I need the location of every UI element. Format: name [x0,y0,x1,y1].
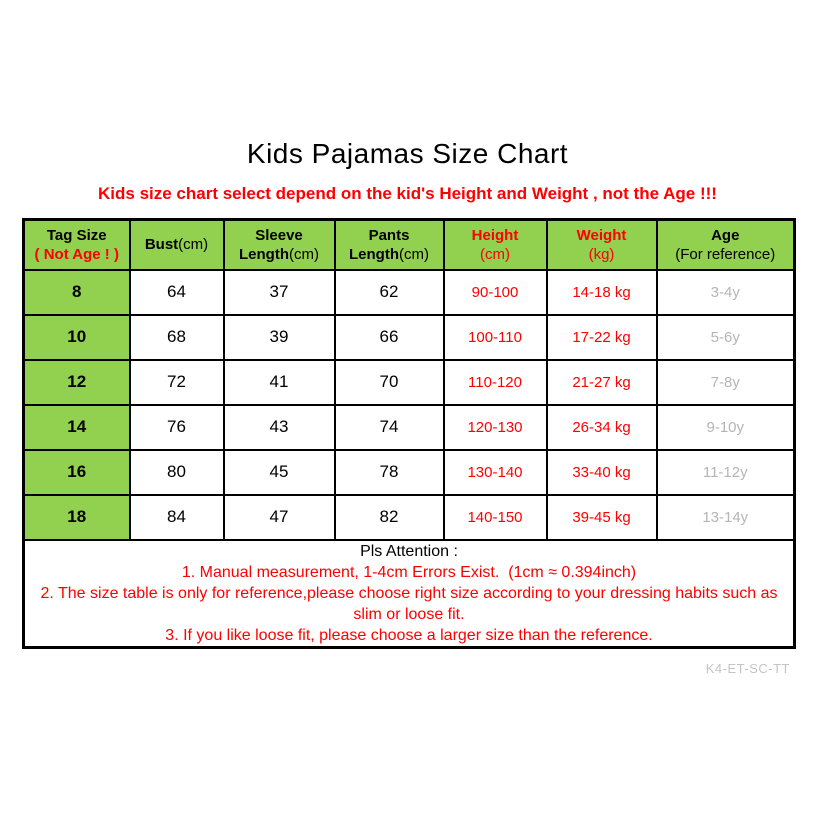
cell-height: 120-130 [444,405,547,450]
cell-height: 100-110 [444,315,547,360]
cell-age: 5-6y [657,315,795,360]
table-header-row [24,220,795,270]
col-header-sleeve-length: Sleeve Length(cm) [224,220,335,270]
cell-weight: 39-45 kg [547,495,657,540]
table-row [24,405,795,450]
tag-size-label: Tag Size [46,226,107,244]
cell-age: 3-4y [657,270,795,315]
cell-weight: 21-27 kg [547,360,657,405]
cell-bust: 76 [130,405,224,450]
cell-tag-size: 18 [24,495,130,540]
page-subtitle: Kids size chart select depend on the kid's Height and Weight , not the Age !!! [98,184,717,203]
cell-sleeve-length: 47 [224,495,335,540]
cell-weight: 17-22 kg [547,315,657,360]
note-item: 3. If you like loose fit, please choose a larger size than the reference. [165,626,653,644]
note-item: 2. The size table is only for reference,please choose right size according to your dressing habits such as slim or loose fit. [40,584,782,623]
cell-age: 7-8y [657,360,795,405]
cell-age: 11-12y [657,450,795,495]
cell-pants-length: 70 [335,360,444,405]
cell-weight: 26-34 kg [547,405,657,450]
cell-weight: 14-18 kg [547,270,657,315]
cell-bust: 72 [130,360,224,405]
cell-tag-size: 16 [24,450,130,495]
notes-row [24,540,795,648]
col-header-bust: Bust(cm) [130,220,224,270]
cell-pants-length: 74 [335,405,444,450]
cell-sleeve-length: 39 [224,315,335,360]
cell-bust: 64 [130,270,224,315]
cell-age: 13-14y [657,495,795,540]
cell-height: 140-150 [444,495,547,540]
cell-tag-size: 8 [24,270,130,315]
not-age-label: ( Not Age ! ) [34,245,119,263]
cell-sleeve-length: 45 [224,450,335,495]
attention-notes [24,540,795,648]
cell-sleeve-length: 43 [224,405,335,450]
note-item: 1. Manual measurement, 1-4cm Errors Exist. (1cm ≈ 0.394inch) [181,563,637,581]
cell-pants-length: 78 [335,450,444,495]
cell-height: 90-100 [444,270,547,315]
page-title: Kids Pajamas Size Chart [246,138,569,169]
table-row [24,450,795,495]
cell-tag-size: 10 [24,315,130,360]
cell-pants-length: 66 [335,315,444,360]
cell-age: 9-10y [657,405,795,450]
col-header-tag-size [24,220,130,270]
table-row [24,315,795,360]
cell-tag-size: 12 [24,360,130,405]
table-row [24,270,795,315]
col-header-weight: Weight (kg) [547,220,657,270]
cell-pants-length: 62 [335,270,444,315]
table-row [24,495,795,540]
size-chart-table [22,218,796,649]
notes-heading: Pls Attention : [360,542,458,560]
cell-sleeve-length: 37 [224,270,335,315]
cell-weight: 33-40 kg [547,450,657,495]
cell-pants-length: 82 [335,495,444,540]
cell-tag-size: 14 [24,405,130,450]
col-header-age: Age (For reference) [657,220,795,270]
col-header-height: Height (cm) [444,220,547,270]
cell-height: 130-140 [444,450,547,495]
col-header-pants-length: Pants Length(cm) [335,220,444,270]
cell-sleeve-length: 41 [224,360,335,405]
cell-bust: 80 [130,450,224,495]
cell-height: 110-120 [444,360,547,405]
table-row [24,360,795,405]
watermark-code: K4-ET-SC-TT [705,661,790,676]
cell-bust: 84 [130,495,224,540]
cell-bust: 68 [130,315,224,360]
